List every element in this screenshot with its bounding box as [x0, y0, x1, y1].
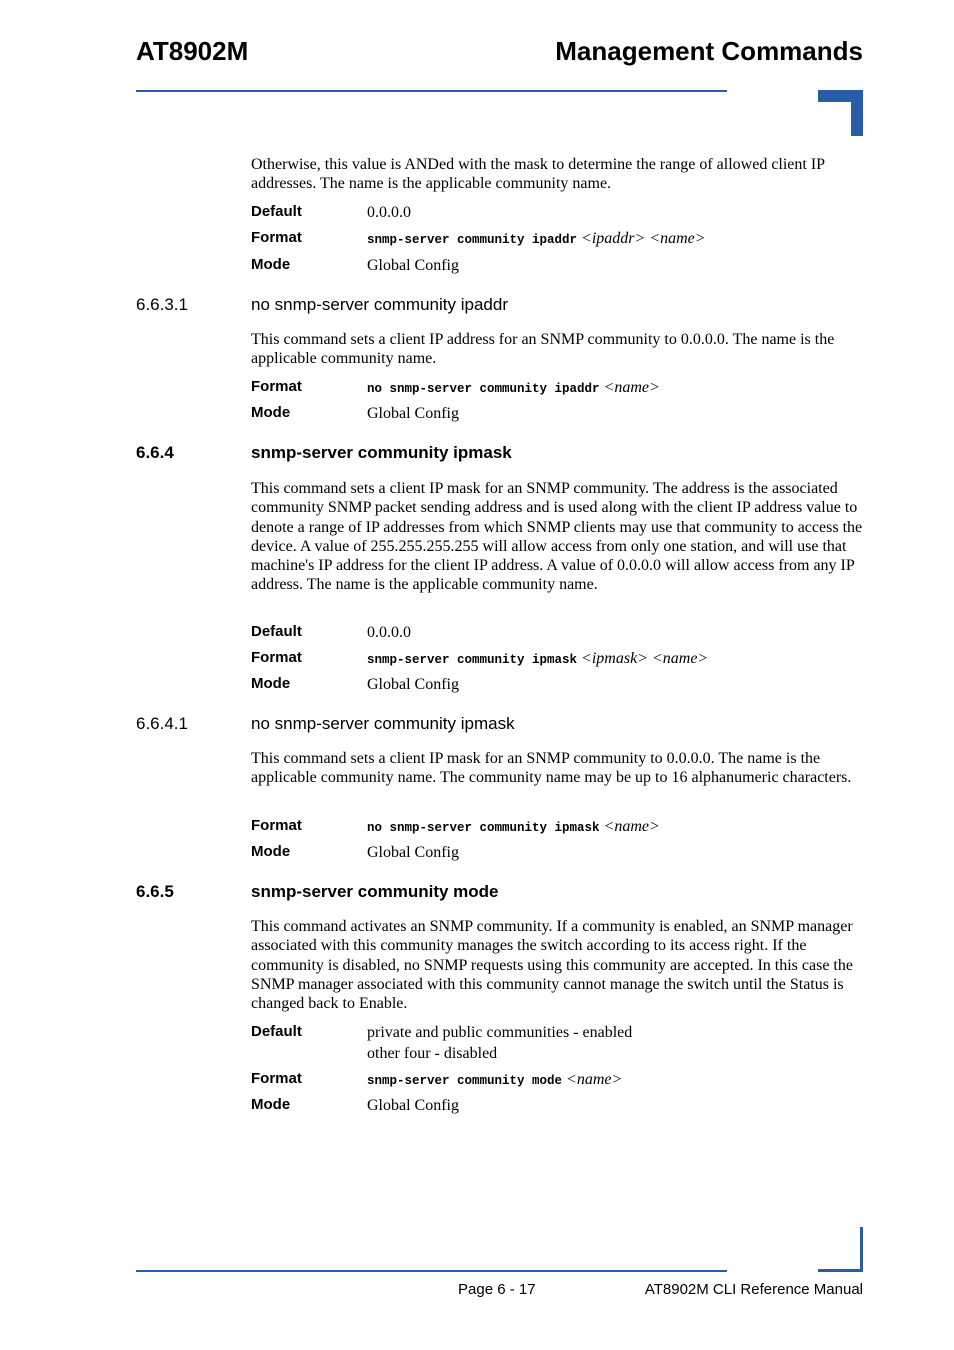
format-value — [367, 228, 706, 251]
paragraph: This command sets a client IP address for an SNMP community to 0.0.0.0. The name is the applicable community name. — [251, 331, 835, 368]
format-command: no snmp-server community ipaddr — [367, 382, 600, 396]
default-label: Default — [251, 623, 302, 640]
subsection-title: no snmp-server community ipaddr — [251, 295, 508, 314]
format-label: Format — [251, 649, 302, 666]
footer-corner-mark-horizontal — [818, 1269, 863, 1272]
mode-label: Mode — [251, 843, 291, 860]
mode-row — [251, 675, 863, 697]
format-label: Format — [251, 229, 302, 246]
default-row — [251, 623, 863, 645]
paragraph: This command activates an SNMP community. If a community is enabled, an SNMP manager associated with this community manages the switch according to its access right. If the community is disabled, no SNMP requests using this community are accepted. In this case the SNMP manager associated with this community cannot manage the switch until the Status is changed back to Enable. — [251, 918, 853, 1013]
mode-label: Mode — [251, 1096, 291, 1113]
format-command: snmp-server community ipmask — [367, 653, 578, 667]
format-label: Format — [251, 817, 302, 834]
default-value: 0.0.0.0 — [367, 624, 411, 641]
format-value — [367, 648, 708, 671]
default-row — [251, 203, 863, 225]
default-label: Default — [251, 203, 302, 220]
header-rule — [136, 90, 727, 92]
mode-row — [251, 256, 863, 278]
mode-row — [251, 1096, 863, 1118]
section-number: 6.6.5 — [136, 882, 174, 901]
mode-label: Mode — [251, 675, 291, 692]
format-row — [251, 649, 863, 671]
footer-page-number: Page 6 - 17 — [458, 1281, 536, 1298]
format-command: no snmp-server community ipmask — [367, 821, 600, 835]
default-row — [251, 1023, 863, 1067]
format-value — [367, 1069, 622, 1092]
mode-value: Global Config — [367, 257, 459, 274]
format-value — [367, 816, 660, 839]
format-arguments: <name> — [603, 379, 660, 396]
format-row — [251, 229, 863, 251]
paragraph: This command sets a client IP mask for an SNMP community to 0.0.0.0. The name is the applicable community name. The community name may be up to 16 alphanumeric characters. — [251, 750, 852, 787]
section-title: snmp-server community ipmask — [251, 443, 512, 462]
format-command: snmp-server community mode — [367, 1074, 563, 1088]
format-arguments: <name> — [566, 1071, 623, 1088]
default-label: Default — [251, 1023, 302, 1040]
mode-value: Global Config — [367, 844, 459, 861]
footer-manual-title: AT8902M CLI Reference Manual — [644, 1281, 863, 1298]
mode-row — [251, 843, 863, 865]
footer-rule — [136, 1270, 727, 1272]
footer-corner-mark — [860, 1227, 863, 1272]
subsection-title: no snmp-server community ipmask — [251, 714, 515, 733]
section-title: snmp-server community mode — [251, 882, 499, 901]
header-product: AT8902M — [136, 36, 249, 66]
mode-row — [251, 404, 863, 426]
default-value-line-2: other four - disabled — [367, 1045, 498, 1062]
mode-value: Global Config — [367, 405, 459, 422]
subsection-number: 6.6.3.1 — [136, 295, 188, 314]
subsection-number: 6.6.4.1 — [136, 714, 188, 733]
format-label: Format — [251, 1070, 302, 1087]
default-value-line-1: private and public communities - enabled — [367, 1024, 633, 1041]
mode-label: Mode — [251, 256, 291, 273]
format-arguments: <ipaddr> <name> — [581, 230, 706, 247]
format-row — [251, 817, 863, 839]
paragraph: Otherwise, this value is ANDed with the mask to determine the range of allowed client IP addresses. The name is the applicable community name. — [251, 156, 825, 193]
format-row — [251, 1070, 863, 1092]
format-command: snmp-server community ipaddr — [367, 233, 578, 247]
header-corner-mark-vertical — [851, 90, 863, 136]
format-label: Format — [251, 378, 302, 395]
mode-label: Mode — [251, 404, 291, 421]
section-number: 6.6.4 — [136, 443, 174, 462]
format-value — [367, 377, 660, 400]
mode-value: Global Config — [367, 676, 459, 693]
format-arguments: <name> — [603, 818, 660, 835]
paragraph: This command sets a client IP mask for an SNMP community. The address is the associated community SNMP packet sending address and is used along with the client IP address value to denote a range of IP addresses from which SNMP clients may use that community to access the device. A value of 255.255.255.255 will allow access from only one station, and will use that machine's IP address for the client IP address. A value of 0.0.0.0 will allow access from any IP address. The name is the applicable community name. — [251, 480, 863, 594]
format-row — [251, 378, 863, 400]
format-arguments: <ipmask> <name> — [581, 650, 709, 667]
mode-value: Global Config — [367, 1097, 459, 1114]
default-value: 0.0.0.0 — [367, 204, 411, 221]
header-chapter: Management Commands — [555, 36, 863, 66]
